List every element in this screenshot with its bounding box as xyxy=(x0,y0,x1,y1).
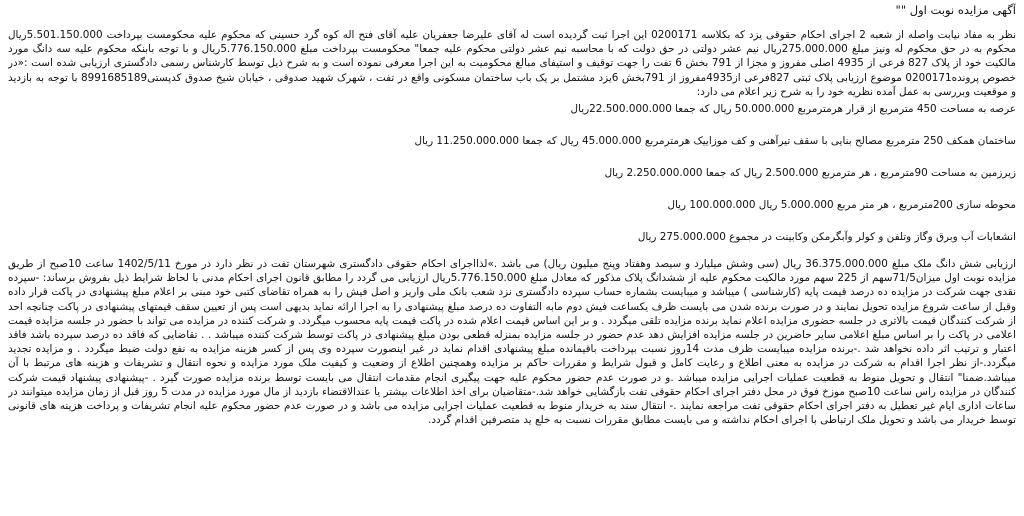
spacer xyxy=(8,148,1016,166)
valuation-item-building: ساختمان همکف 250 مترمربع مصالح بنایی با سقف تیرآهنی و کف موزاییک هرمترمربع 45.000.000 ریال که جمعا 11.250.000.000 ریال xyxy=(414,135,1016,147)
valuation-item-utilities: انشعابات آب وبرق وگاز وتلفن و کولر وآبگرمکن وکابینت در مجموع 275.000.000 ریال xyxy=(637,231,1016,243)
notice-title: آگهی مزایده نوبت اول "" xyxy=(895,3,1016,17)
valuation-item-land: عرصه به مساحت 450 مترمربع از قرار هرمترمربع 50.000.000 ریال که جمعا 22.500.000.000ریال xyxy=(570,103,1016,115)
notice-terms-paragraph: ارزیابی شش دانگ ملک مبلغ 36.375.000.000 ریال (سی وشش میلیارد و سیصد وهفتاد وپنج میلیون ریال) می باشد .»لذااجرای احکام حقوقی دادگستری شهرستان تفت در نظر دارد در مورخ 1402/5/11 ساعت 10صبح از طریق مزایده نوبت اول میزان71/5سهم از 225 سهم مورد مالکیت محکوم علیه از ششدانگ پلاک مذکور که معادل مبلغ 5.776.150.000ریال ارزیابی می گردد را مطابق قانون اجرای احکام مدنی با لحاظ شرایط ذیل بفروش برساند: -سپرده نقدی جهت شرکت در مزایده ده درصد قیمت پایه (کارشناسی ) میباشد و میبایست بشماره حساب سپرده دادگستری نزد شعب بانک ملی واریز و اصل فیش را به همراه تقاضای کتبی خود مبنی بر اعلام مبلغ پیشنهادی در پاکت قرار داده وقبل از ساعت شروع مزایده تحویل نمایند و در صورت برنده شدن می بایست ظرف یکساعت فیش دوم مابه التفاوت ده درصد مبلغ پیشنهادی را به اجرا ارائه نماید بدیهی است پس از تعیین سقف قیمتهای پیشنهادی در پاکت چنانچه احد از شرکت کنندگان قیمت بالاتری در جلسه حضوری مزایده اعلام نماید برنده مزایده تلقی میگردد . و بر این اساس قیمت اعلام شده در پاکت قیمت پایه محسوب میگردد. و شرکت کننده در مزایده می تواند با حضور در جلسه مزایده قیمت اعلامی در پاکت را بر اساس مبلغ اعلامی سایر حاضرین در جلسه مزایده افزایش دهد عدم حضور در جلسه مزایده بمنزله قطعی بودن مبلغ پیشنهادی در پاکت توسط شرکت کننده میباشد . . تقاضایی که فاقد ده درصد سپرده باشد فاقد اعتبار و ترتیب اثر داده نخواهد شد .-برنده مزایده میبایست ظرف مدت 14روز نسبت بپرداخت باقیمانده مبلغ پیشنهادی اقدام نماید در غیر اینصورت سپرده وی پس از کسر هزینه مزایده به نفع دولت ضبط میگردد . و مزایده تجدید میگردد.-از نظر اجرا اقدام به شرکت در مزایده به معنی اطلاع و رعایت کامل و قبول شرایط و مقررات حاکم بر مزایده وهمچنین اطلاع از وضعیت و کیفیت ملک مورد مزایده و نحوه انتقال و تشریفات و هزینه های مرتبط با آن میباشد.ضمنا" انتقال و تحویل منوط به قطعیت عملیات اجرایی مزایده میباشد .و در صورت عدم حضور محکوم علیه جهت پیگیری انجام مقدمات انتقال می بایست توسط برنده مزایده صورت گیرد . -پیشنهادی پیشنهاد قیمت شرکت کنندگان در مزایده راس ساعت 10صبح موزخ فوق در محل دفتر اجرای احکام حقوقی تفت بازگشایی خواهد شد.-متقاضیان برای اخذ اطلاعات بیشتر یا عندالاقتضاء بازدید از مال مورد مزایده در مدت 5 روز قبل از زمان مزایده میتوانند در ساعات اداری ایام غیر تعطیل به دفتر اجرای احکام حقوقی تفت مراجعه نمایند .- انتقال سند به خریدار منوط به قطعیت عملیات اجرایی مزایده می باشد و در صورت عدم حضور محکوم علیه انجام تشریفات و پرداخت هزینه های قانونی توسط خریدار می باشد و تحویل ملک ارتباطی با اجرای احکام نداشته و می بایست مطابق مقررات نسبت به خلع ید متصرفین اقدام گردد. xyxy=(8,258,1016,427)
valuation-item-landscaping: محوطه سازی 200مترمربع ، هر متر مربع 5.000.000 ریال 100.000.000 ریال xyxy=(667,199,1016,211)
valuation-item-basement: زیرزمین به مساحت 90مترمربع ، هر مترمربع 2.500.000 ریال که جمعا 2.250.000.000 ریال xyxy=(604,167,1016,179)
spacer xyxy=(8,212,1016,230)
spacer xyxy=(8,180,1016,198)
spacer xyxy=(8,116,1016,134)
notice-intro-paragraph: نظر به مفاد نیابت واصله از شعبه 2 اجرای احکام حقوقی یزد که بکلاسه 0200171 این اجرا ثبت گردیده است له آقای علیرضا جعفریان علیه آقای فتح اله کوه گرد حسینی که محکوم علیه محکومست بپرداخت 5.501.150.000ریال محکوم به در حق محکوم له ونیز مبلغ 275.000.000ریال نیم عشر دولتی در حق دولت که با محاسبه نیم عشر دولتی محکوم علیه جمعا" محکومست بپرداخت مبلغ 5.776.150.000ریال و با توجه بابنکه محکوم علیه سه دانگ مورد مالکیت خود از پلاک 827 فرعی از 4935 اصلی مفروز و مجزا از 791 بخش 6 تفت را جهت توقیف و استیفای مبالغ محکومیت به این اجرا معرفی نموده است و به شرح ذیل توسط کارشناس رسمی دادگستری ارزیابی شده است :«در خصوص پرونده0200171 موضوع ارزیابی پلاک ثبتی 827فرعی از4935مفروز از 791بخش 6یزد مشتمل بر یک باب ساختمان مسکونی واقع در تفت ، شهرک شهید صدوقی ، خیابان شیخ صدوق کدپستی8991685189 با توجه به بازدید و موقعیت وبررسی به عمل آمده نظریه خود را به شرح زیر اعلام می دارد: xyxy=(8,29,1016,98)
